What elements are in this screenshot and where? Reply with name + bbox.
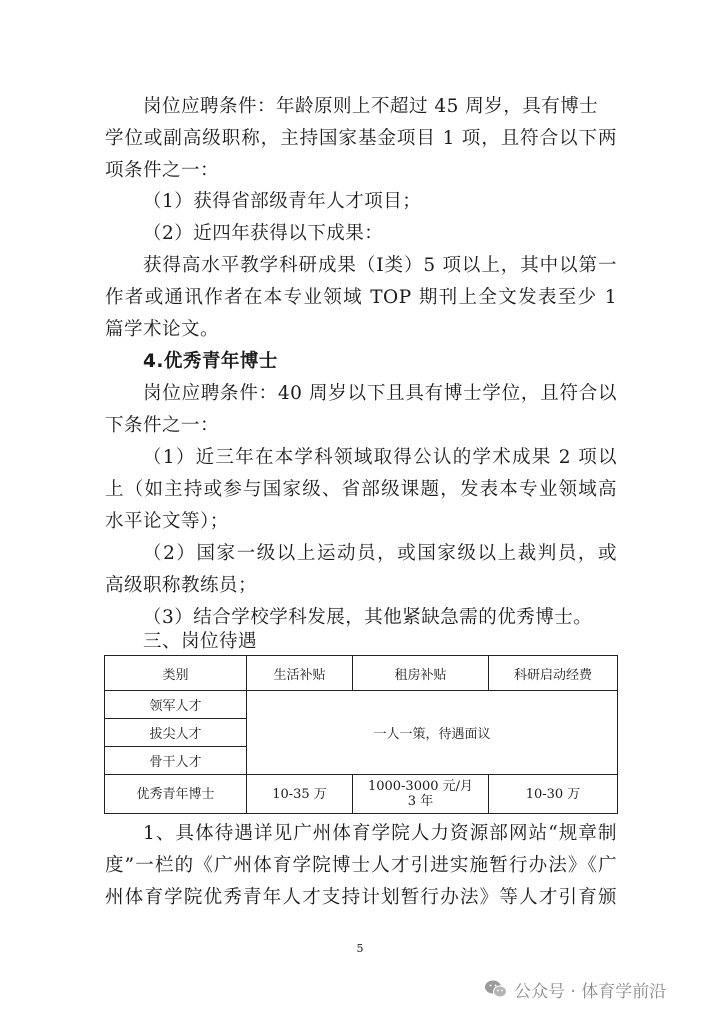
table-header-cell: 租房补贴 [353,656,489,691]
table-row [105,691,618,719]
achievement-line-3: 篇学术论文。 [105,319,220,340]
table-header-row [105,656,618,691]
table-cell-merged-negotiable: 一人一策，待遇面议 [247,691,618,775]
youth-item-1-line-2: 上（如主持或参与国家级、省部级课题，发表本专业领域高 [105,479,617,500]
paragraph-conditions-line-1: 岗位应聘条件：年龄原则上不超过 45 周岁，具有博士 [143,96,599,117]
watermark-text: 公众号 · 体育学前沿 [514,981,667,1002]
youth-item-2-line-2: 高级职称教练员； [105,575,258,596]
watermark [484,977,666,1001]
youth-conditions-line-2: 下条件之一： [105,415,220,436]
detail-line-1: 1、具体待遇详见广州体育学院人力资源部网站“规章制 [143,823,617,844]
table-row [105,775,618,814]
condition-item-2: （2）近四年获得以下成果： [143,223,384,244]
youth-item-3: （3）结合学校学科发展，其他紧缺急需的优秀博士。 [143,607,593,628]
table-cell-category: 领军人才 [105,691,247,719]
table-header-cell: 类别 [105,656,247,691]
youth-conditions-line-1: 岗位应聘条件：40 周岁以下且具有博士学位，且符合以 [143,383,617,404]
table-cell-category: 优秀青年博士 [105,775,247,814]
table-header-cell: 生活补贴 [247,656,353,691]
table-cell-research-fund: 10-30 万 [489,775,618,814]
youth-item-2-line-1: （2）国家一级以上运动员，或国家级以上裁判员，或 [143,543,617,564]
treatment-table [104,655,618,814]
youth-item-1-line-3: 水平论文等）； [105,511,229,532]
table-cell-rent-allowance [353,775,489,814]
table-header-cell: 科研启动经费 [489,656,618,691]
achievement-line-1: 获得高水平教学科研成果（I类）5 项以上，其中以第一 [143,255,617,276]
rent-allowance-amount: 1000-3000 元/月 [367,779,474,794]
paragraph-conditions-line-2: 学位或副高级职称，主持国家基金项目 1 项，且符合以下两 [105,128,617,149]
section-heading-excellent-youth-doctor: 4.优秀青年博士 [143,351,278,372]
condition-item-1: （1）获得省部级青年人才项目； [143,191,422,212]
section-heading-treatment: 三、岗位待遇 [143,631,258,652]
rent-allowance-duration: 3 年 [407,794,434,809]
wechat-icon [484,979,508,999]
detail-line-2: 度”一栏的《广州体育学院博士人才引进实施暂行办法》《广 [105,855,617,876]
youth-item-1-line-1: （1）近三年在本学科领域取得公认的学术成果 2 项以 [143,447,617,468]
page-number: 5 [356,942,364,955]
paragraph-conditions-line-3: 项条件之一： [105,160,220,181]
table-cell-category: 骨干人才 [105,747,247,775]
table-cell-living-allowance: 10-35 万 [247,775,353,814]
table-cell-category: 拔尖人才 [105,719,247,747]
detail-line-3: 州体育学院优秀青年人才支持计划暂行办法》等人才引育颁 [105,887,617,908]
achievement-line-2: 作者或通讯作者在本专业领域 TOP 期刊上全文发表至少 1 [105,287,617,308]
